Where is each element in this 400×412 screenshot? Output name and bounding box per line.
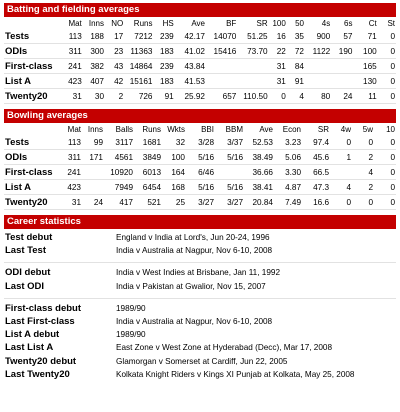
bowling-cell (82, 165, 104, 180)
batting-cell: 130 (353, 74, 377, 89)
bowling-cell: 4.87 (274, 180, 302, 195)
career-item-label: First-class debut (5, 302, 82, 314)
batting-col-header: HS (162, 18, 174, 28)
bowling-cell: 5/16 (215, 180, 244, 195)
bowling-cell: 52.53 (244, 135, 274, 150)
bowling-row-label: Twenty20 (4, 195, 60, 210)
bowling-cell: 0 (374, 180, 396, 195)
career-item-label: Last Test (5, 245, 47, 257)
batting-header-row (4, 17, 396, 29)
bowling-cell: 25 (162, 195, 186, 210)
career-item (4, 244, 396, 257)
bowling-cell: 38.49 (244, 150, 274, 165)
batting-cell: 14864 (124, 59, 153, 74)
batting-cell: 41.53 (175, 74, 206, 89)
bowling-cell: 4 (330, 180, 352, 195)
bowling-header-row (4, 123, 396, 135)
bowling-row (4, 150, 396, 165)
batting-row (4, 29, 396, 44)
bowling-cell (215, 165, 244, 180)
bowling-col-header: BBI (201, 124, 214, 134)
career-list (4, 229, 396, 381)
career-item-value: Glamorgan v Somerset at Cardiff, Jun 22, 2005 (116, 356, 288, 366)
bowling-cell: 113 (60, 135, 82, 150)
bowling-cell: 6/46 (186, 165, 215, 180)
bowling-cell (82, 180, 104, 195)
bowling-col-header: Wkts (167, 124, 185, 134)
career-item-value: England v India at Lord's, Jun 20-24, 1996 (116, 233, 270, 243)
batting-row (4, 89, 396, 104)
bowling-cell: 6454 (134, 180, 162, 195)
batting-cell: 110.50 (237, 89, 268, 104)
bowling-cell: 521 (134, 195, 162, 210)
bowling-cell: 5/16 (186, 150, 215, 165)
batting-cell (331, 59, 353, 74)
bowling-cell: 10920 (104, 165, 134, 180)
bowling-col-header: Econ (282, 124, 301, 134)
batting-cell: 22 (269, 44, 287, 59)
batting-col-header: NO (111, 18, 124, 28)
bowling-cell: 5/16 (215, 150, 244, 165)
batting-cell: 41.02 (175, 44, 206, 59)
bowling-row (4, 135, 396, 150)
batting-cell: 16 (269, 29, 287, 44)
bowling-cell: 24 (82, 195, 104, 210)
bowling-cell: 4 (352, 165, 374, 180)
career-item (4, 280, 396, 293)
batting-table (4, 17, 396, 104)
bowling-col-header: 5w (362, 124, 373, 134)
bowling-cell: 66.5 (302, 165, 330, 180)
bowling-cell: 5.06 (274, 150, 302, 165)
bowling-cell: 311 (60, 150, 82, 165)
batting-section-title: Batting and fielding averages (4, 3, 396, 17)
batting-cell: 91 (287, 74, 305, 89)
batting-cell: 51.25 (237, 29, 268, 44)
bowling-col-header: Runs (142, 124, 161, 134)
batting-cell: 0 (269, 89, 287, 104)
batting-col-header: 4s (321, 18, 331, 28)
batting-cell: 300 (83, 44, 105, 59)
career-item-label: Last ODI (5, 280, 45, 292)
batting-row (4, 44, 396, 59)
bowling-cell: 20.84 (244, 195, 274, 210)
career-item-value: India v Pakistan at Gwalior, Nov 15, 2007 (116, 281, 266, 291)
batting-col-header (4, 17, 61, 29)
bowling-cell: 6013 (134, 165, 162, 180)
batting-cell: 183 (153, 74, 174, 89)
bowling-cell: 3/27 (186, 195, 215, 210)
batting-cell: 0 (378, 59, 396, 74)
bowling-cell: 164 (162, 165, 186, 180)
bowling-cell: 2 (352, 180, 374, 195)
career-item (4, 231, 396, 244)
career-item-label: Last Twenty20 (5, 368, 70, 380)
bowling-cell (330, 165, 352, 180)
bowling-row-label: Tests (4, 135, 60, 150)
career-group-divider (4, 257, 396, 263)
batting-col-header: Inns (88, 18, 104, 28)
batting-cell: 241 (61, 59, 83, 74)
batting-cell: 91 (153, 89, 174, 104)
batting-cell: 72 (287, 44, 305, 59)
career-item-label: Test debut (5, 232, 53, 244)
bowling-cell: 3.23 (274, 135, 302, 150)
bowling-col-header: Mat (67, 124, 81, 134)
batting-cell: 183 (153, 44, 174, 59)
bowling-col-header: BBM (225, 124, 243, 134)
bowling-table (4, 123, 396, 210)
career-section-title: Career statistics (4, 215, 396, 229)
bowling-cell: 5/16 (186, 180, 215, 195)
bowling-cell: 1681 (134, 135, 162, 150)
bowling-cell: 3.30 (274, 165, 302, 180)
career-item-label: ODI debut (5, 267, 51, 279)
batting-body (4, 29, 396, 104)
batting-cell: 43 (105, 59, 124, 74)
batting-cell: 113 (61, 29, 83, 44)
batting-cell: 23 (105, 44, 124, 59)
career-item (4, 328, 396, 341)
career-item (4, 341, 396, 354)
bowling-cell: 0 (374, 165, 396, 180)
batting-cell: 35 (287, 29, 305, 44)
batting-col-header: 100 (272, 18, 286, 28)
career-item-value: 1989/90 (116, 303, 146, 313)
batting-cell (305, 59, 331, 74)
batting-cell: 188 (83, 29, 105, 44)
batting-cell: 71 (353, 29, 377, 44)
bowling-cell: 0 (352, 195, 374, 210)
batting-cell (331, 74, 353, 89)
batting-col-header: 6s (344, 18, 353, 28)
bowling-cell: 36.66 (244, 165, 274, 180)
batting-row-label: Twenty20 (4, 89, 61, 104)
bowling-col-header: Ave (259, 124, 273, 134)
career-item-label: Last List A (5, 342, 54, 354)
batting-cell: 42 (105, 74, 124, 89)
bowling-cell: 1 (330, 150, 352, 165)
bowling-cell: 417 (104, 195, 134, 210)
batting-row-label: List A (4, 74, 61, 89)
bowling-col-header: Inns (87, 124, 103, 134)
batting-cell: 407 (83, 74, 105, 89)
bowling-cell: 0 (374, 195, 396, 210)
bowling-row-label: ODIs (4, 150, 60, 165)
batting-col-header: SR (256, 18, 268, 28)
bowling-cell: 100 (162, 150, 186, 165)
batting-cell: 0 (378, 44, 396, 59)
career-item (4, 302, 396, 315)
bowling-cell: 47.3 (302, 180, 330, 195)
batting-cell: 17 (105, 29, 124, 44)
bowling-cell: 0 (374, 135, 396, 150)
batting-cell: 31 (61, 89, 83, 104)
batting-cell (237, 59, 268, 74)
batting-cell: 31 (269, 59, 287, 74)
batting-cell: 100 (353, 44, 377, 59)
batting-cell: 14070 (206, 29, 237, 44)
career-item (4, 315, 396, 328)
batting-cell: 30 (83, 89, 105, 104)
bowling-cell: 99 (82, 135, 104, 150)
batting-cell: 42.17 (175, 29, 206, 44)
batting-cell: 2 (105, 89, 124, 104)
batting-cell: 165 (353, 59, 377, 74)
batting-cell: 1122 (305, 44, 331, 59)
career-item-value: East Zone v West Zone at Hyderabad (Decc), Mar 17, 2008 (116, 343, 333, 353)
bowling-cell: 38.41 (244, 180, 274, 195)
batting-cell (206, 74, 237, 89)
batting-cell: 4 (287, 89, 305, 104)
bowling-row (4, 195, 396, 210)
batting-row (4, 74, 396, 89)
batting-cell: 25.92 (175, 89, 206, 104)
bowling-cell: 3/28 (186, 135, 215, 150)
bowling-cell: 241 (60, 165, 82, 180)
bowling-col-header: 4w (340, 124, 351, 134)
bowling-row-label: List A (4, 180, 60, 195)
batting-cell: 423 (61, 74, 83, 89)
bowling-cell: 97.4 (302, 135, 330, 150)
bowling-cell: 171 (82, 150, 104, 165)
batting-cell: 24 (331, 89, 353, 104)
bowling-row (4, 165, 396, 180)
batting-cell: 73.70 (237, 44, 268, 59)
bowling-cell: 0 (374, 150, 396, 165)
batting-cell (305, 74, 331, 89)
career-item-value: India v Australia at Nagpur, Nov 6-10, 2008 (116, 317, 273, 327)
career-item (4, 355, 396, 368)
career-item-label: Last First-class (5, 316, 75, 328)
bowling-cell: 0 (330, 195, 352, 210)
batting-col-header: Ave (191, 18, 205, 28)
batting-col-header: St (387, 18, 395, 28)
batting-section (4, 3, 396, 104)
bowling-body (4, 135, 396, 210)
bowling-section-title: Bowling averages (4, 109, 396, 123)
batting-cell: 15161 (124, 74, 153, 89)
batting-row-label: ODIs (4, 44, 61, 59)
bowling-col-header (4, 123, 60, 135)
bowling-cell: 4561 (104, 150, 134, 165)
batting-cell: 0 (378, 29, 396, 44)
career-item-value: India v Australia at Nagpur, Nov 6-10, 2008 (116, 246, 273, 256)
batting-cell: 15416 (206, 44, 237, 59)
batting-cell: 84 (287, 59, 305, 74)
bowling-cell: 0 (330, 135, 352, 150)
bowling-cell: 3117 (104, 135, 134, 150)
career-section (4, 215, 396, 381)
batting-col-header: BF (226, 18, 237, 28)
career-item-value: 1989/90 (116, 330, 146, 340)
bowling-cell: 31 (60, 195, 82, 210)
batting-cell: 80 (305, 89, 331, 104)
batting-cell: 239 (153, 59, 174, 74)
batting-cell: 7212 (124, 29, 153, 44)
bowling-cell: 3849 (134, 150, 162, 165)
bowling-row-label: First-class (4, 165, 60, 180)
career-item-label: Twenty20 debut (5, 355, 77, 367)
bowling-section (4, 109, 396, 210)
batting-row-label: First-class (4, 59, 61, 74)
career-group-divider (4, 293, 396, 299)
batting-cell (206, 59, 237, 74)
bowling-col-header: SR (317, 124, 329, 134)
career-item-value: Kolkata Knight Riders v Kings XI Punjab at Kolkata, May 25, 2008 (116, 369, 355, 379)
batting-cell: 31 (269, 74, 287, 89)
batting-row-label: Tests (4, 29, 61, 44)
batting-cell: 190 (331, 44, 353, 59)
batting-cell: 11363 (124, 44, 153, 59)
batting-col-header: Runs (133, 18, 153, 28)
batting-cell: 0 (378, 74, 396, 89)
career-item-label: List A debut (5, 329, 60, 341)
career-item (4, 368, 396, 381)
career-item-value: India v West Indies at Brisbane, Jan 11, 1992 (116, 268, 281, 278)
bowling-cell: 32 (162, 135, 186, 150)
batting-col-header: Mat (68, 18, 82, 28)
batting-cell (237, 74, 268, 89)
batting-cell: 0 (378, 89, 396, 104)
batting-col-header: 50 (295, 18, 304, 28)
bowling-row (4, 180, 396, 195)
bowling-col-header: Balls (115, 124, 133, 134)
batting-cell: 11 (353, 89, 377, 104)
bowling-cell: 3/37 (215, 135, 244, 150)
bowling-cell: 0 (352, 135, 374, 150)
bowling-col-header: 10 (386, 124, 395, 134)
batting-cell: 657 (206, 89, 237, 104)
bowling-cell: 423 (60, 180, 82, 195)
bowling-cell: 3/27 (215, 195, 244, 210)
bowling-cell: 7.49 (274, 195, 302, 210)
batting-cell: 900 (305, 29, 331, 44)
batting-cell: 311 (61, 44, 83, 59)
batting-cell: 726 (124, 89, 153, 104)
bowling-cell: 2 (352, 150, 374, 165)
bowling-cell: 168 (162, 180, 186, 195)
bowling-cell: 45.6 (302, 150, 330, 165)
bowling-cell: 16.6 (302, 195, 330, 210)
batting-cell: 43.84 (175, 59, 206, 74)
batting-cell: 382 (83, 59, 105, 74)
batting-col-header: Ct (368, 18, 377, 28)
bowling-cell: 7949 (104, 180, 134, 195)
batting-cell: 239 (153, 29, 174, 44)
career-item (4, 266, 396, 279)
batting-row (4, 59, 396, 74)
batting-cell: 57 (331, 29, 353, 44)
